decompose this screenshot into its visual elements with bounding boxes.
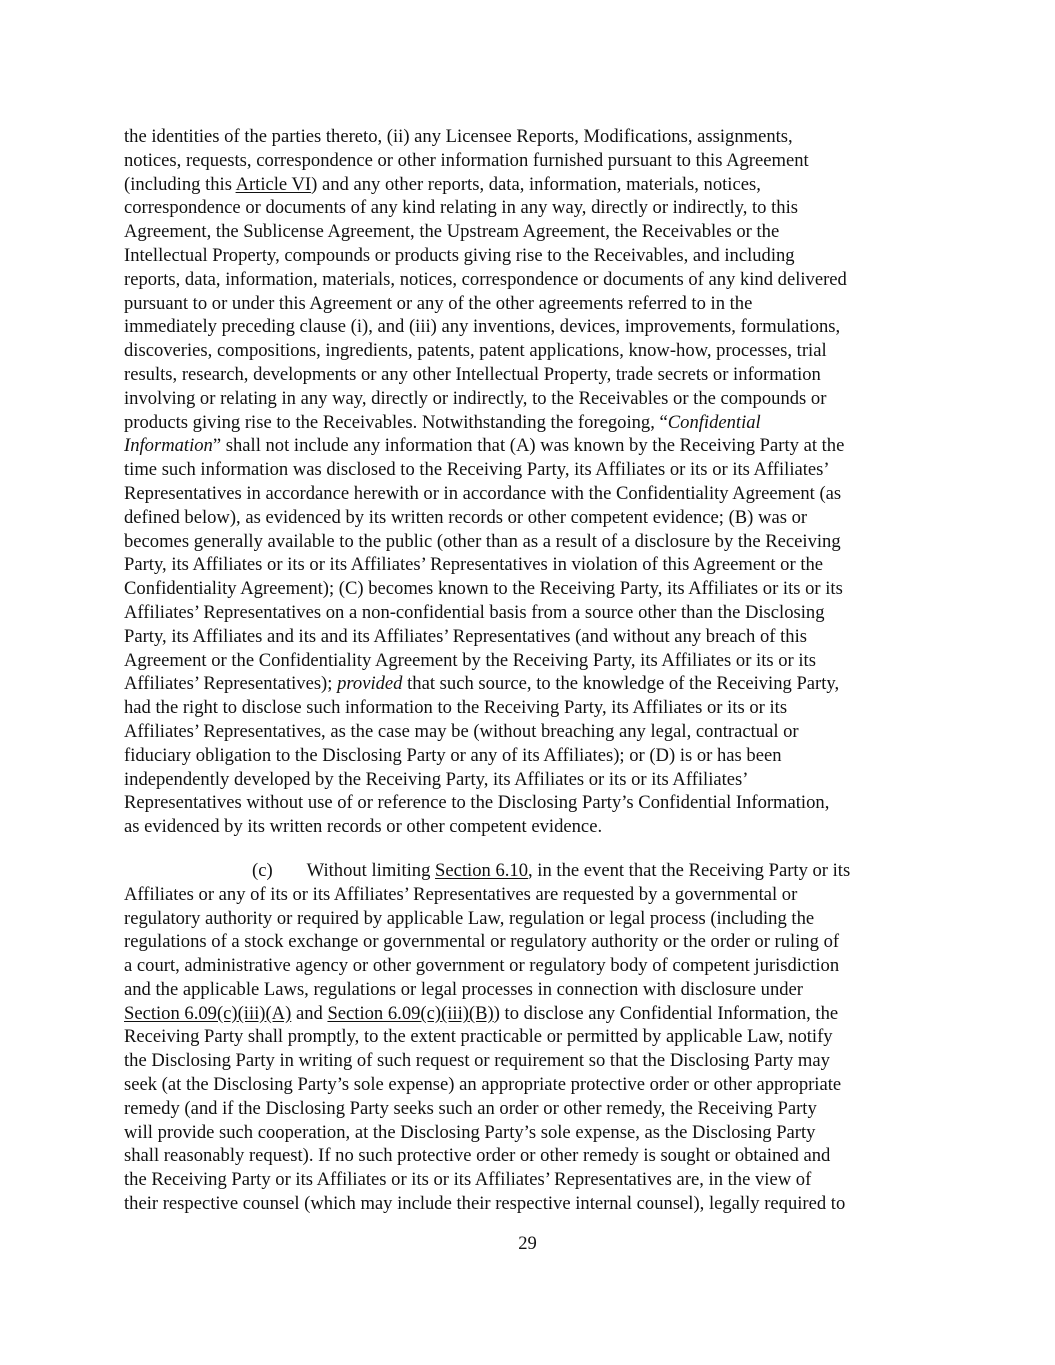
text-line bbox=[124, 672, 930, 696]
text-line: their respective counsel (which may include their respective internal counsel), legally required to bbox=[124, 1193, 846, 1215]
text-line: regulations of a stock exchange or governmental or regulatory authority or the order or ruling of bbox=[124, 931, 840, 953]
text-line: correspondence or documents of any kind relating in any way, directly or indirectly, to this bbox=[124, 197, 798, 219]
text-fragment: ” shall not include any information that (A) was known by the Receiving Party at the bbox=[212, 435, 845, 457]
text-line: Representatives in accordance herewith or in accordance with the Confidentiality Agreement (as bbox=[124, 482, 842, 504]
text-line: involving or relating in any way, directly or indirectly, to the Receivables or the compounds or bbox=[124, 387, 827, 409]
text-line bbox=[124, 859, 930, 883]
text-fragment: that such source, to the knowledge of the Receiving Party, bbox=[402, 673, 840, 695]
text-line: had the right to disclose such information to the Receiving Party, its Affiliates or its or its bbox=[124, 697, 788, 719]
text-line: Representatives without use of or reference to the Disclosing Party’s Confidential Information, bbox=[124, 792, 830, 814]
text-line: Intellectual Property, compounds or products giving rise to the Receivables, and including bbox=[124, 244, 795, 266]
text-fragment: Without limiting bbox=[306, 859, 436, 881]
text-line: Affiliates’ Representatives on a non-confidential basis from a source other than the Disclosing bbox=[124, 601, 825, 623]
defined-term: Confidential bbox=[667, 411, 761, 433]
text-line: notices, requests, correspondence or other information furnished pursuant to this Agreement bbox=[124, 149, 809, 171]
section-6-09-b-reference: Section 6.09(c)(iii)(B) bbox=[327, 1002, 494, 1024]
text-line bbox=[124, 1002, 930, 1026]
text-line: will provide such cooperation, at the Disclosing Party’s sole expense, as the Disclosing Party bbox=[124, 1121, 816, 1143]
text-line: Party, its Affiliates or its or its Affiliates’ Representatives in violation of this Agreement or the bbox=[124, 554, 824, 576]
document-page bbox=[124, 125, 930, 1216]
paragraph-c bbox=[124, 859, 930, 1216]
text-fragment: (including this bbox=[124, 173, 236, 195]
text-fragment: ) and any other reports, data, information, materials, notices, bbox=[311, 173, 761, 195]
text-fragment: and bbox=[291, 1002, 328, 1024]
text-line: Agreement, the Sublicense Agreement, the Upstream Agreement, the Receivables or the bbox=[124, 221, 780, 243]
text-line: and the applicable Laws, regulations or legal processes in connection with disclosure under bbox=[124, 978, 803, 1000]
text-line: Party, its Affiliates and its and its Affiliates’ Representatives (and without any breach of this bbox=[124, 625, 808, 647]
text-line: time such information was disclosed to the Receiving Party, its Affiliates or its or its Affiliates’ bbox=[124, 459, 830, 481]
text-line: reports, data, information, materials, notices, correspondence or documents of any kind delivered bbox=[124, 268, 847, 290]
text-line: pursuant to or under this Agreement or any of the other agreements referred to in the bbox=[124, 292, 753, 314]
text-line: Affiliates or any of its or its Affiliates’ Representatives are requested by a governmental or bbox=[124, 883, 798, 905]
text-line: regulatory authority or required by applicable Law, regulation or legal process (including the bbox=[124, 907, 815, 929]
page-number: 29 bbox=[518, 1233, 537, 1254]
section-6-09-a-reference: Section 6.09(c)(iii)(A) bbox=[124, 1002, 292, 1024]
text-line: independently developed by the Receiving Party, its Affiliates or its or its Affiliates’ bbox=[124, 768, 749, 790]
text-line bbox=[124, 173, 930, 197]
text-line: shall reasonably request). If no such protective order or other remedy is sought or obtained and bbox=[124, 1145, 831, 1167]
text-line: Affiliates’ Representatives, as the case may be (without breaching any legal, contractual or bbox=[124, 720, 799, 742]
paragraph-b-continuation bbox=[124, 125, 930, 839]
text-line: seek (at the Disclosing Party’s sole expense) an appropriate protective order or other appropriate bbox=[124, 1074, 842, 1096]
text-line: fiduciary obligation to the Disclosing Party or any of its Affiliates); or (D) is or has been bbox=[124, 744, 782, 766]
paragraph-marker: (c) bbox=[252, 859, 273, 881]
text-line bbox=[124, 434, 930, 458]
text-line: Agreement or the Confidentiality Agreement by the Receiving Party, its Affiliates or its or its bbox=[124, 649, 816, 671]
section-6-10-reference: Section 6.10 bbox=[435, 859, 528, 881]
text-line: the identities of the parties thereto, (ii) any Licensee Reports, Modifications, assignments, bbox=[124, 126, 793, 147]
text-line: defined below), as evidenced by its written records or other competent evidence; (B) was or bbox=[124, 506, 808, 528]
article-vi-reference: Article VI bbox=[235, 173, 312, 195]
text-line: discoveries, compositions, ingredients, patents, patent applications, know-how, processes, trial bbox=[124, 340, 827, 362]
text-line: Confidentiality Agreement); (C) becomes known to the Receiving Party, its Affiliates or its or its bbox=[124, 578, 843, 600]
text-fragment: ) to disclose any Confidential Information, the bbox=[493, 1002, 839, 1024]
text-line: the Receiving Party or its Affiliates or its or its Affiliates’ Representatives are, in the view of bbox=[124, 1169, 812, 1191]
text-line: results, research, developments or any other Intellectual Property, trade secrets or information bbox=[124, 363, 821, 385]
text-line bbox=[124, 411, 930, 435]
text-line: as evidenced by its written records or other competent evidence. bbox=[124, 816, 603, 838]
text-line: becomes generally available to the public (other than as a result of a disclosure by the Receiving bbox=[124, 530, 841, 552]
text-fragment: , in the event that the Receiving Party or its bbox=[528, 859, 851, 881]
emphasis-provided: provided bbox=[337, 673, 403, 695]
text-line: Receiving Party shall promptly, to the extent practicable or permitted by applicable Law, notify bbox=[124, 1026, 833, 1048]
text-line: remedy (and if the Disclosing Party seeks such an order or other remedy, the Receiving Party bbox=[124, 1097, 817, 1119]
text-fragment: Affiliates’ Representatives); bbox=[124, 673, 338, 695]
text-line: a court, administrative agency or other government or regulatory body of competent jurisdiction bbox=[124, 955, 840, 977]
text-fragment: products giving rise to the Receivables. Notwithstanding the foregoing, “ bbox=[124, 411, 668, 433]
defined-term: Information bbox=[124, 435, 213, 457]
text-line: the Disclosing Party in writing of such request or requirement so that the Disclosing Party may bbox=[124, 1050, 830, 1072]
text-line: immediately preceding clause (i), and (iii) any inventions, devices, improvements, formulations, bbox=[124, 316, 841, 338]
